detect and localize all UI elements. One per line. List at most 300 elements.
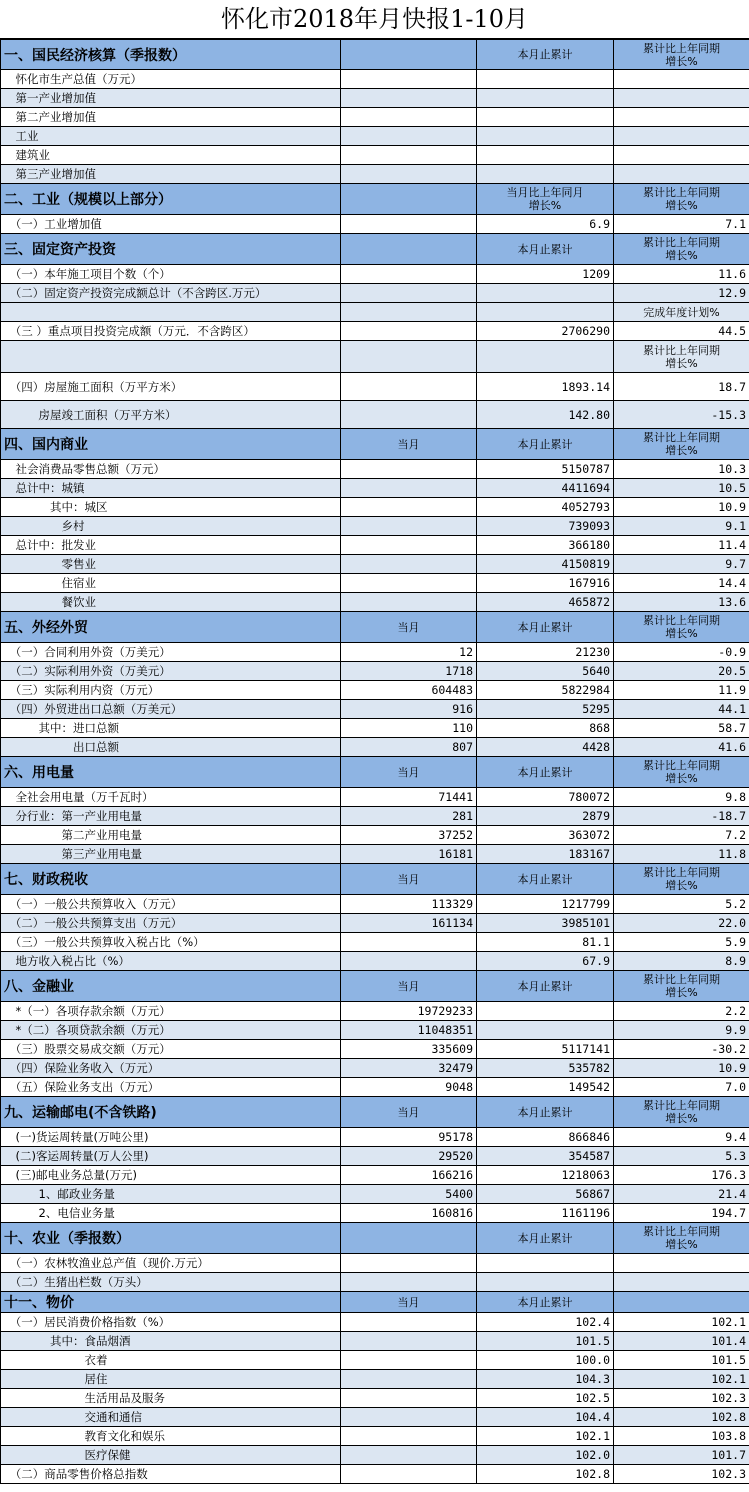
growth-cell: 11.8 xyxy=(614,845,749,864)
current-month-cell: 113329 xyxy=(341,895,477,914)
table-row xyxy=(1,165,749,184)
cumulative-cell: 101.5 xyxy=(477,1332,614,1351)
growth-cell: 194.7 xyxy=(614,1204,749,1223)
table-row xyxy=(1,1427,749,1446)
current-month-cell xyxy=(341,341,477,373)
cumulative-cell: 当月比上年同月 增长% xyxy=(477,184,614,215)
growth-cell: 5.9 xyxy=(614,933,749,952)
growth-cell: 102.3 xyxy=(614,1389,749,1408)
table-row xyxy=(1,1002,749,1021)
cumulative-cell: 102.8 xyxy=(477,1465,614,1484)
cumulative-cell: 3985101 xyxy=(477,914,614,933)
row-label: 第三产业用电量 xyxy=(1,845,341,864)
current-month-cell xyxy=(341,1408,477,1427)
current-month-cell xyxy=(341,184,477,215)
cumulative-cell: 1209 xyxy=(477,265,614,284)
cumulative-cell: 5150787 xyxy=(477,460,614,479)
cumulative-cell: 4411694 xyxy=(477,479,614,498)
growth-cell: 完成年度计划% xyxy=(614,303,749,322)
row-label: 十一、物价 xyxy=(1,1292,341,1313)
current-month-cell: 5400 xyxy=(341,1185,477,1204)
growth-cell: 44.1 xyxy=(614,700,749,719)
page-title: 怀化市2018年月快报1-10月 xyxy=(0,0,749,39)
current-month-cell: 281 xyxy=(341,807,477,826)
cumulative-cell: 780072 xyxy=(477,788,614,807)
current-month-cell: 335609 xyxy=(341,1040,477,1059)
table-row xyxy=(1,373,749,401)
current-month-cell xyxy=(341,165,477,184)
cumulative-cell xyxy=(477,1254,614,1273)
current-month-cell: 当月 xyxy=(341,1292,477,1313)
growth-cell: 102.1 xyxy=(614,1370,749,1389)
growth-cell xyxy=(614,70,749,89)
cumulative-cell: 866846 xyxy=(477,1128,614,1147)
section-header-row xyxy=(1,184,749,215)
table-row xyxy=(1,460,749,479)
row-label: 其中：进口总额 xyxy=(1,719,341,738)
current-month-cell xyxy=(341,1465,477,1484)
row-label: 第一产业增加值 xyxy=(1,89,341,108)
growth-cell: 102.1 xyxy=(614,1313,749,1332)
cumulative-cell: 本月止累计 xyxy=(477,234,614,265)
table-row xyxy=(1,1332,749,1351)
table-row xyxy=(1,401,749,429)
section-header-row xyxy=(1,429,749,460)
current-month-cell xyxy=(341,555,477,574)
cumulative-cell: 363072 xyxy=(477,826,614,845)
row-label: 怀化市生产总值（万元） xyxy=(1,70,341,89)
current-month-cell xyxy=(341,303,477,322)
row-label: 八、金融业 xyxy=(1,971,341,1002)
row-label: 地方收入税占比（%） xyxy=(1,952,341,971)
table-row xyxy=(1,681,749,700)
growth-cell xyxy=(614,146,749,165)
table-row xyxy=(1,1408,749,1427)
row-label: 医疗保健 xyxy=(1,1446,341,1465)
cumulative-cell: 104.3 xyxy=(477,1370,614,1389)
growth-cell: -30.2 xyxy=(614,1040,749,1059)
growth-cell: 18.7 xyxy=(614,373,749,401)
cumulative-cell: 5822984 xyxy=(477,681,614,700)
growth-cell: 9.1 xyxy=(614,517,749,536)
cumulative-cell: 56867 xyxy=(477,1185,614,1204)
growth-cell: 44.5 xyxy=(614,322,749,341)
table-row xyxy=(1,322,749,341)
table-row xyxy=(1,914,749,933)
row-label: 2、电信业务量 xyxy=(1,1204,341,1223)
growth-cell: 8.9 xyxy=(614,952,749,971)
table-row xyxy=(1,1351,749,1370)
row-label: 居住 xyxy=(1,1370,341,1389)
row-label: （二）一般公共预算支出（万元） xyxy=(1,914,341,933)
cumulative-cell xyxy=(477,1273,614,1292)
growth-cell: -0.9 xyxy=(614,643,749,662)
cumulative-cell: 2706290 xyxy=(477,322,614,341)
row-label: 其中：城区 xyxy=(1,498,341,517)
row-label: 乡村 xyxy=(1,517,341,536)
current-month-cell: 9048 xyxy=(341,1078,477,1097)
current-month-cell xyxy=(341,1273,477,1292)
table-row xyxy=(1,498,749,517)
cumulative-cell: 104.4 xyxy=(477,1408,614,1427)
row-label: 二、工业（规模以上部分） xyxy=(1,184,341,215)
cumulative-cell: 102.1 xyxy=(477,1427,614,1446)
growth-cell: 10.3 xyxy=(614,460,749,479)
table-row xyxy=(1,303,749,322)
row-label: 三、固定资产投资 xyxy=(1,234,341,265)
current-month-cell: 161134 xyxy=(341,914,477,933)
cumulative-cell xyxy=(477,89,614,108)
cumulative-cell: 535782 xyxy=(477,1059,614,1078)
cumulative-cell: 2879 xyxy=(477,807,614,826)
growth-cell: 21.4 xyxy=(614,1185,749,1204)
current-month-cell: 160816 xyxy=(341,1204,477,1223)
growth-cell: 101.7 xyxy=(614,1446,749,1465)
row-label: （三）实际利用内资（万元） xyxy=(1,681,341,700)
cumulative-cell: 5295 xyxy=(477,700,614,719)
current-month-cell: 166216 xyxy=(341,1166,477,1185)
cumulative-cell: 465872 xyxy=(477,593,614,612)
growth-cell: 11.9 xyxy=(614,681,749,700)
current-month-cell xyxy=(341,265,477,284)
table-row xyxy=(1,788,749,807)
cumulative-cell: 739093 xyxy=(477,517,614,536)
row-label: 社会消费品零售总额（万元） xyxy=(1,460,341,479)
cumulative-cell: 本月止累计 xyxy=(477,1223,614,1254)
row-label: 1、邮政业务量 xyxy=(1,1185,341,1204)
growth-cell: 11.4 xyxy=(614,536,749,555)
row-label: 建筑业 xyxy=(1,146,341,165)
growth-cell: 累计比上年同期 增长% xyxy=(614,184,749,215)
cumulative-cell: 149542 xyxy=(477,1078,614,1097)
current-month-cell xyxy=(341,215,477,234)
table-row xyxy=(1,555,749,574)
row-label: （一）合同利用外资（万美元） xyxy=(1,643,341,662)
growth-cell: 10.5 xyxy=(614,479,749,498)
row-label: （三）一般公共预算收入税占比（%） xyxy=(1,933,341,952)
row-label: 第二产业增加值 xyxy=(1,108,341,127)
cumulative-cell: 本月止累计 xyxy=(477,864,614,895)
table-row xyxy=(1,719,749,738)
growth-cell: 58.7 xyxy=(614,719,749,738)
growth-cell xyxy=(614,1273,749,1292)
row-label: 四、国内商业 xyxy=(1,429,341,460)
cumulative-cell: 354587 xyxy=(477,1147,614,1166)
cumulative-cell: 1893.14 xyxy=(477,373,614,401)
row-label: 全社会用电量（万千瓦时） xyxy=(1,788,341,807)
cumulative-cell xyxy=(477,108,614,127)
cumulative-cell: 102.4 xyxy=(477,1313,614,1332)
cumulative-cell: 5640 xyxy=(477,662,614,681)
current-month-cell xyxy=(341,593,477,612)
growth-cell: 10.9 xyxy=(614,498,749,517)
growth-cell: 累计比上年同期 增长% xyxy=(614,40,749,70)
row-label: 零售业 xyxy=(1,555,341,574)
growth-cell: 累计比上年同期 增长% xyxy=(614,864,749,895)
row-label: （五）保险业务支出（万元） xyxy=(1,1078,341,1097)
growth-cell: 101.4 xyxy=(614,1332,749,1351)
current-month-cell xyxy=(341,1332,477,1351)
growth-cell: 12.9 xyxy=(614,284,749,303)
cumulative-cell: 1161196 xyxy=(477,1204,614,1223)
growth-cell: 5.3 xyxy=(614,1147,749,1166)
current-month-cell: 604483 xyxy=(341,681,477,700)
growth-cell xyxy=(614,165,749,184)
growth-cell: 5.2 xyxy=(614,895,749,914)
cumulative-cell: 4052793 xyxy=(477,498,614,517)
cumulative-cell: 1217799 xyxy=(477,895,614,914)
current-month-cell xyxy=(341,127,477,146)
row-label: 分行业：第一产业用电量 xyxy=(1,807,341,826)
section-header-row xyxy=(1,1097,749,1128)
table-row xyxy=(1,643,749,662)
current-month-cell xyxy=(341,108,477,127)
cumulative-cell xyxy=(477,1021,614,1040)
row-label: 出口总额 xyxy=(1,738,341,757)
current-month-cell: 12 xyxy=(341,643,477,662)
row-label: （三 ）重点项目投资完成额（万元．不含跨区） xyxy=(1,322,341,341)
current-month-cell xyxy=(341,498,477,517)
cumulative-cell: 4428 xyxy=(477,738,614,757)
current-month-cell xyxy=(341,1446,477,1465)
cumulative-cell: 167916 xyxy=(477,574,614,593)
table-row xyxy=(1,952,749,971)
cumulative-cell: 868 xyxy=(477,719,614,738)
row-label: *（二）各项贷款余额（万元） xyxy=(1,1021,341,1040)
current-month-cell xyxy=(341,517,477,536)
table-row xyxy=(1,700,749,719)
table-row xyxy=(1,1273,749,1292)
current-month-cell xyxy=(341,1351,477,1370)
cumulative-cell: 1218063 xyxy=(477,1166,614,1185)
section-header-row xyxy=(1,971,749,1002)
section-header-row xyxy=(1,612,749,643)
current-month-cell: 16181 xyxy=(341,845,477,864)
row-label: (一)货运周转量(万吨公里) xyxy=(1,1128,341,1147)
current-month-cell: 37252 xyxy=(341,826,477,845)
growth-cell: 14.4 xyxy=(614,574,749,593)
row-label: （一）居民消费价格指数（%） xyxy=(1,1313,341,1332)
row-label: *（一）各项存款余额（万元） xyxy=(1,1002,341,1021)
growth-cell: 累计比上年同期 增长% xyxy=(614,1097,749,1128)
growth-cell: 22.0 xyxy=(614,914,749,933)
current-month-cell xyxy=(341,536,477,555)
growth-cell: 20.5 xyxy=(614,662,749,681)
current-month-cell xyxy=(341,70,477,89)
row-label: 交通和通信 xyxy=(1,1408,341,1427)
growth-cell: 101.5 xyxy=(614,1351,749,1370)
row-label: 五、外经外贸 xyxy=(1,612,341,643)
growth-cell: -15.3 xyxy=(614,401,749,429)
statistics-table xyxy=(0,39,749,1484)
growth-cell xyxy=(614,108,749,127)
cumulative-cell xyxy=(477,127,614,146)
current-month-cell: 当月 xyxy=(341,612,477,643)
row-label: （二）实际利用外资（万美元） xyxy=(1,662,341,681)
current-month-cell: 110 xyxy=(341,719,477,738)
row-label: （三）股票交易成交额（万元） xyxy=(1,1040,341,1059)
cumulative-cell xyxy=(477,165,614,184)
row-label: （四）保险业务收入（万元） xyxy=(1,1059,341,1078)
current-month-cell: 当月 xyxy=(341,971,477,1002)
section-header-row xyxy=(1,1292,749,1313)
row-label: (三)邮电业务总量(万元) xyxy=(1,1166,341,1185)
row-label: 一、国民经济核算（季报数） xyxy=(1,40,341,70)
cumulative-cell xyxy=(477,146,614,165)
row-label xyxy=(1,341,341,373)
table-row xyxy=(1,1128,749,1147)
growth-cell xyxy=(614,127,749,146)
cumulative-cell: 本月止累计 xyxy=(477,971,614,1002)
cumulative-cell: 102.0 xyxy=(477,1446,614,1465)
cumulative-cell: 6.9 xyxy=(477,215,614,234)
row-label: 餐饮业 xyxy=(1,593,341,612)
table-row xyxy=(1,1185,749,1204)
table-row xyxy=(1,536,749,555)
cumulative-cell: 本月止累计 xyxy=(477,40,614,70)
current-month-cell xyxy=(341,952,477,971)
current-month-cell xyxy=(341,146,477,165)
table-row xyxy=(1,70,749,89)
table-row xyxy=(1,1465,749,1484)
table-row xyxy=(1,1204,749,1223)
table-row xyxy=(1,933,749,952)
growth-cell: 累计比上年同期 增长% xyxy=(614,971,749,1002)
row-label: （四）外贸进出口总额（万美元） xyxy=(1,700,341,719)
table-row xyxy=(1,1313,749,1332)
row-label: （二）固定资产投资完成额总计（不含跨区.万元） xyxy=(1,284,341,303)
growth-cell: 9.7 xyxy=(614,555,749,574)
cumulative-cell: 100.0 xyxy=(477,1351,614,1370)
table-row xyxy=(1,341,749,373)
table-row xyxy=(1,1059,749,1078)
row-label: 其中：食品烟酒 xyxy=(1,1332,341,1351)
growth-cell: 102.3 xyxy=(614,1465,749,1484)
growth-cell xyxy=(614,1292,749,1313)
growth-cell: 累计比上年同期 增长% xyxy=(614,341,749,373)
table-row xyxy=(1,1040,749,1059)
row-label: （四）房屋施工面积（万平方米） xyxy=(1,373,341,401)
section-header-row xyxy=(1,1223,749,1254)
current-month-cell xyxy=(341,234,477,265)
growth-cell: 10.9 xyxy=(614,1059,749,1078)
cumulative-cell: 102.5 xyxy=(477,1389,614,1408)
current-month-cell xyxy=(341,1313,477,1332)
growth-cell: 累计比上年同期 增长% xyxy=(614,234,749,265)
current-month-cell: 当月 xyxy=(341,864,477,895)
current-month-cell xyxy=(341,1370,477,1389)
growth-cell: 9.9 xyxy=(614,1021,749,1040)
row-label: 第二产业用电量 xyxy=(1,826,341,845)
growth-cell: 103.8 xyxy=(614,1427,749,1446)
growth-cell: 41.6 xyxy=(614,738,749,757)
row-label: 六、用电量 xyxy=(1,757,341,788)
table-row xyxy=(1,593,749,612)
growth-cell: 9.8 xyxy=(614,788,749,807)
growth-cell xyxy=(614,89,749,108)
current-month-cell: 当月 xyxy=(341,429,477,460)
growth-cell: 102.8 xyxy=(614,1408,749,1427)
current-month-cell xyxy=(341,574,477,593)
growth-cell: 2.2 xyxy=(614,1002,749,1021)
table-row xyxy=(1,1166,749,1185)
table-row xyxy=(1,1446,749,1465)
cumulative-cell: 本月止累计 xyxy=(477,429,614,460)
table-row xyxy=(1,807,749,826)
growth-cell: 7.1 xyxy=(614,215,749,234)
cumulative-cell xyxy=(477,303,614,322)
current-month-cell: 11048351 xyxy=(341,1021,477,1040)
table-row xyxy=(1,1370,749,1389)
growth-cell: 9.4 xyxy=(614,1128,749,1147)
cumulative-cell xyxy=(477,341,614,373)
growth-cell: 累计比上年同期 增长% xyxy=(614,429,749,460)
section-header-row xyxy=(1,234,749,265)
growth-cell xyxy=(614,1254,749,1273)
current-month-cell xyxy=(341,89,477,108)
growth-cell: 累计比上年同期 增长% xyxy=(614,1223,749,1254)
row-label: 总计中：城镇 xyxy=(1,479,341,498)
table-row xyxy=(1,89,749,108)
growth-cell: 11.6 xyxy=(614,265,749,284)
current-month-cell: 19729233 xyxy=(341,1002,477,1021)
cumulative-cell: 本月止累计 xyxy=(477,1292,614,1313)
current-month-cell xyxy=(341,322,477,341)
growth-cell: 7.2 xyxy=(614,826,749,845)
row-label: （二）生猪出栏数（万头） xyxy=(1,1273,341,1292)
current-month-cell xyxy=(341,401,477,429)
cumulative-cell: 本月止累计 xyxy=(477,1097,614,1128)
row-label xyxy=(1,303,341,322)
row-label: 教育文化和娱乐 xyxy=(1,1427,341,1446)
table-row xyxy=(1,1147,749,1166)
cumulative-cell: 81.1 xyxy=(477,933,614,952)
table-row xyxy=(1,574,749,593)
table-row xyxy=(1,1078,749,1097)
current-month-cell xyxy=(341,1254,477,1273)
table-row xyxy=(1,479,749,498)
row-label: （一）农林牧渔业总产值（现价.万元） xyxy=(1,1254,341,1273)
row-label: （二）商品零售价格总指数 xyxy=(1,1465,341,1484)
row-label: 十、农业（季报数） xyxy=(1,1223,341,1254)
table-row xyxy=(1,127,749,146)
current-month-cell xyxy=(341,40,477,70)
current-month-cell: 95178 xyxy=(341,1128,477,1147)
table-row xyxy=(1,662,749,681)
row-label: (二)客运周转量(万人公里) xyxy=(1,1147,341,1166)
current-month-cell xyxy=(341,373,477,401)
table-row xyxy=(1,284,749,303)
current-month-cell: 71441 xyxy=(341,788,477,807)
row-label: （一）本年施工项目个数（个） xyxy=(1,265,341,284)
table-row xyxy=(1,845,749,864)
cumulative-cell: 5117141 xyxy=(477,1040,614,1059)
cumulative-cell xyxy=(477,70,614,89)
cumulative-cell: 本月止累计 xyxy=(477,757,614,788)
current-month-cell xyxy=(341,284,477,303)
table-row xyxy=(1,517,749,536)
growth-cell: 累计比上年同期 增长% xyxy=(614,612,749,643)
table-row xyxy=(1,826,749,845)
current-month-cell: 29520 xyxy=(341,1147,477,1166)
current-month-cell: 807 xyxy=(341,738,477,757)
current-month-cell xyxy=(341,1427,477,1446)
current-month-cell: 1718 xyxy=(341,662,477,681)
table-row xyxy=(1,1021,749,1040)
growth-cell: 累计比上年同期 增长% xyxy=(614,757,749,788)
current-month-cell xyxy=(341,460,477,479)
row-label: 总计中：批发业 xyxy=(1,536,341,555)
